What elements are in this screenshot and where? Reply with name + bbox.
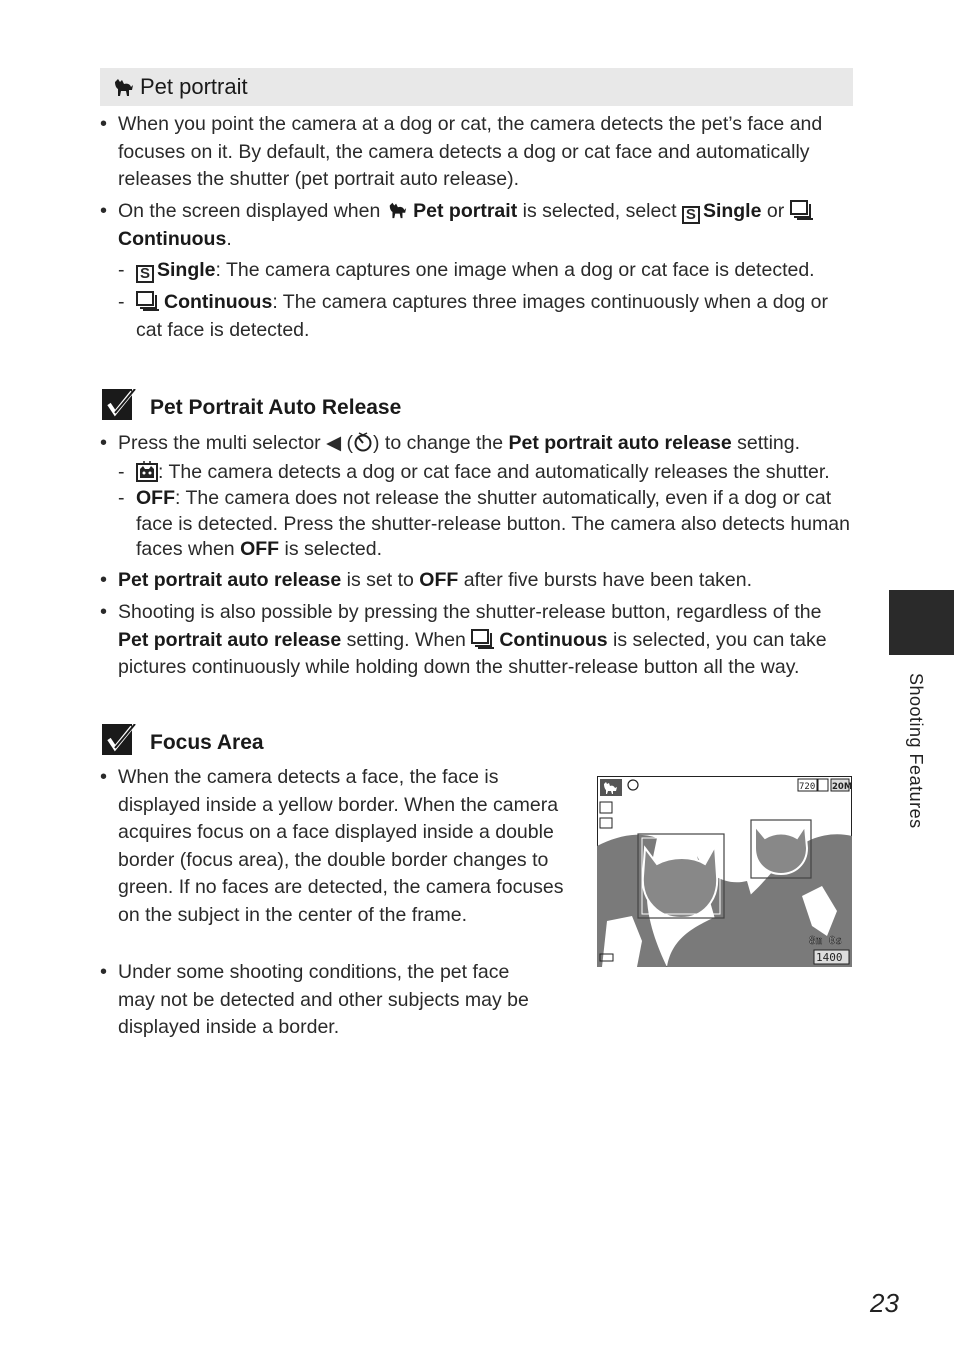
- bullet-text: Press the multi selector ◀ ( ) to change the Pet portrait auto release setting.: [118, 432, 801, 454]
- sub-list-item: - Continuous: The camera captures three images continuously when a dog or cat face is detected.: [118, 291, 829, 341]
- movie-mode-readout: 720: [799, 782, 816, 792]
- pet-icon: [386, 200, 408, 220]
- pet-face-icon: [136, 460, 158, 482]
- continuous-icon: [790, 200, 814, 220]
- note-title: Focus Area: [150, 731, 264, 754]
- bullet-text: When the camera detects a face, the face is displayed inside a yellow border. When the camera acquires focus on a face displayed inside a double border (focus area), the double border changes to green. If no faces are detected, the camera focuses on the subject in the center of the frame.: [118, 766, 564, 926]
- time-remaining-readout: 8m 0s: [809, 934, 843, 947]
- bullet-text: Shooting is also possible by pressing the shutter-release button, regardless of the Pet portrait auto release setting. When Continuous is selected, you can take pictures continuously while holding down the shutter-release button all the way.: [118, 601, 827, 678]
- bullet-text: On the screen displayed when Pet portrait is selected, select S Single or Continuous.: [118, 198, 858, 253]
- section-header-pet-portrait: [100, 68, 853, 106]
- bullet-text: Under some shooting conditions, the pet face may not be detected and other subjects may be displayed inside a border.: [118, 961, 529, 1038]
- single-s-icon: S: [682, 206, 700, 224]
- list-item: • On the screen displayed when Pet portrait is selected, select S Single or Continuous.: [100, 198, 860, 254]
- list-item: • Pet portrait auto release is set to OFF after five bursts have been taken.: [100, 567, 860, 595]
- sub-list-item: - : The camera detects a dog or cat face and automatically releases the shutter.: [118, 461, 830, 483]
- sub-list-item: - S Single: The camera captures one image when a dog or cat face is detected.: [118, 259, 815, 282]
- check-note-icon: [102, 389, 136, 421]
- pet-icon: [112, 76, 134, 98]
- single-s-icon: S: [136, 265, 154, 283]
- continuous-icon: [136, 291, 160, 311]
- page-number: 23: [870, 1288, 899, 1318]
- self-timer-icon: [353, 432, 373, 452]
- bullet-text: When you point the camera at a dog or cat, the camera detects the pet’s face and focuses on it. By default, the camera detects a dog or cat face and automatically releases the shutter (pet portrait auto release).: [118, 113, 823, 190]
- bullet-text: Pet portrait auto release is set to OFF after five bursts have been taken.: [118, 569, 753, 591]
- image-size-readout: 20M: [832, 782, 852, 792]
- chapter-tab: [889, 590, 954, 655]
- list-item: • Press the multi selector ◀ ( ) to change the Pet portrait auto release setting.: [100, 430, 860, 458]
- list-item: • When the camera detects a face, the face is displayed inside a yellow border. When the camera acquires focus on a face displayed inside a double border (focus area), the double border changes to green. If no faces are detected, the camera focuses on the subject in the center of the frame.: [100, 764, 570, 956]
- chapter-label: Shooting Features: [906, 673, 926, 829]
- section-title: Pet portrait: [140, 74, 248, 99]
- list-item: • When you point the camera at a dog or cat, the camera detects the pet’s face and focuses on it. By default, the camera detects a dog or cat face and automatically releases the shutter (pet portrait auto release).: [100, 111, 860, 195]
- list-item: • Under some shooting conditions, the pet face may not be detected and other subjects may be displayed inside a border.: [100, 959, 860, 1015]
- list-item: • Shooting is also possible by pressing the shutter-release button, regardless of the Pet portrait auto release setting. When Continuous is selected, you can take pictures continuously while holding down the shutter-release button all the way.: [100, 599, 860, 711]
- sub-list-item: - OFF: The camera does not release the shutter automatically, even if a dog or cat face is detected. Press the shutter-release button. The camera also detects human faces when OFF is selected.: [118, 487, 850, 560]
- exposures-remaining-readout: 1400: [816, 951, 843, 964]
- camera-screen-illustration: [597, 776, 852, 967]
- continuous-icon: [471, 629, 495, 649]
- note-title: Pet Portrait Auto Release: [150, 396, 402, 419]
- check-note-icon: [102, 724, 136, 756]
